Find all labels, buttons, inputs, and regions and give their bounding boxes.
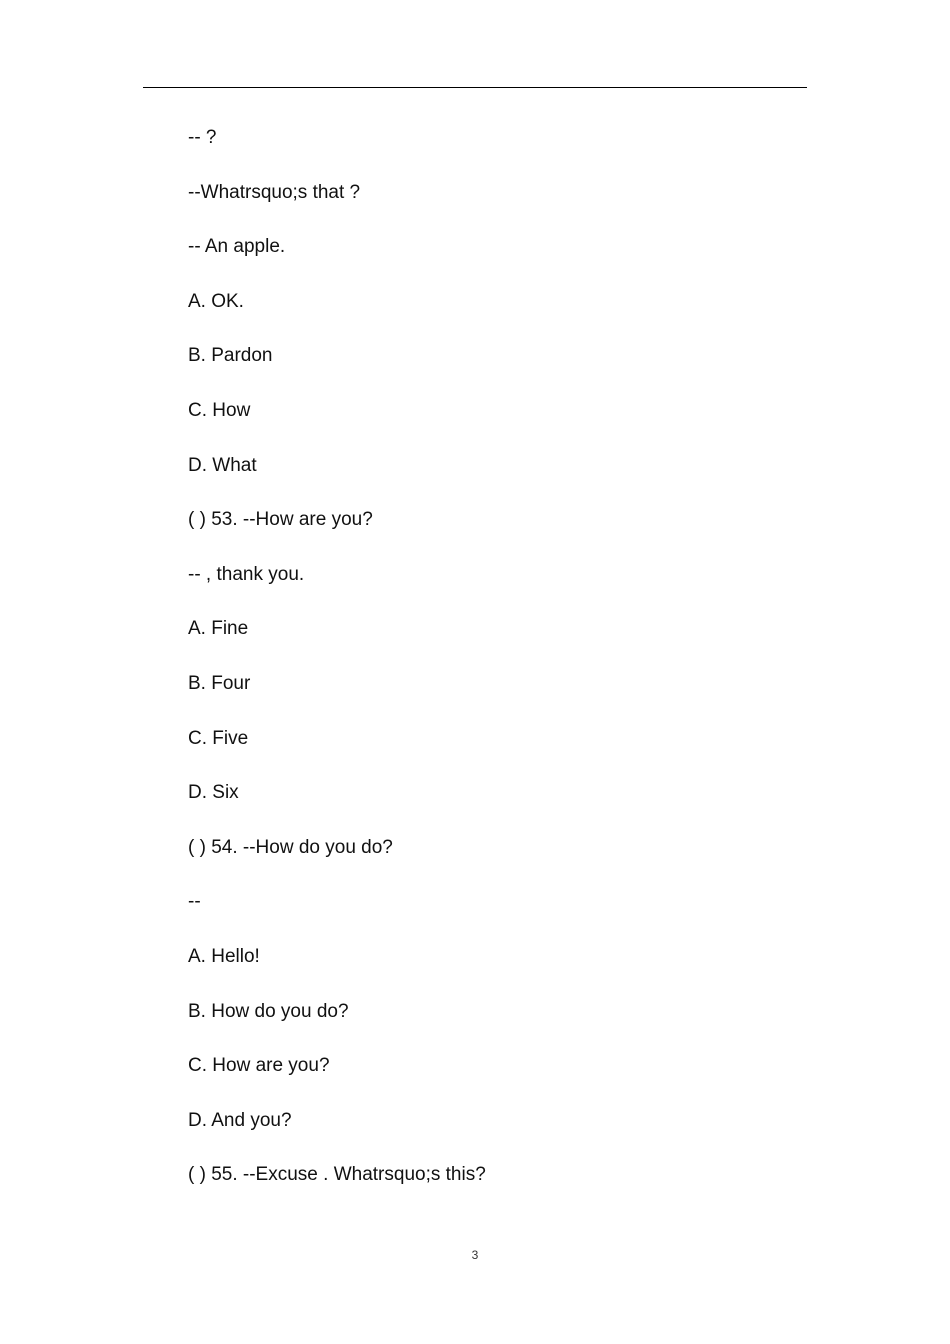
header-rule bbox=[143, 87, 807, 88]
option-a: A. OK. bbox=[188, 290, 244, 312]
document-body bbox=[188, 124, 808, 1216]
option-a: A. Fine bbox=[188, 618, 249, 640]
question-55: ( ) 55. --Excuse . Whatrsquo;s this? bbox=[188, 1164, 486, 1186]
dialogue-line: --Whatrsquo;s that ? bbox=[188, 181, 361, 203]
dialogue-line: -- bbox=[188, 891, 201, 913]
dialogue-line: -- An apple. bbox=[188, 236, 286, 258]
option-a: A. Hello! bbox=[188, 945, 260, 967]
option-d: D. What bbox=[188, 454, 257, 476]
dialogue-line: -- ? bbox=[188, 127, 217, 148]
page-number: 3 bbox=[471, 1248, 479, 1262]
option-c: C. How bbox=[188, 399, 251, 421]
option-b: B. Four bbox=[188, 672, 251, 694]
option-b: B. How do you do? bbox=[188, 1000, 349, 1022]
question-53: ( ) 53. --How are you? bbox=[188, 509, 373, 531]
question-54: ( ) 54. --How do you do? bbox=[188, 836, 393, 858]
dialogue-line: -- , thank you. bbox=[188, 563, 305, 585]
option-d: D. Six bbox=[188, 782, 239, 804]
option-d: D. And you? bbox=[188, 1109, 292, 1131]
option-c: C. Five bbox=[188, 727, 249, 749]
option-c: C. How are you? bbox=[188, 1055, 330, 1077]
option-b: B. Pardon bbox=[188, 345, 273, 367]
